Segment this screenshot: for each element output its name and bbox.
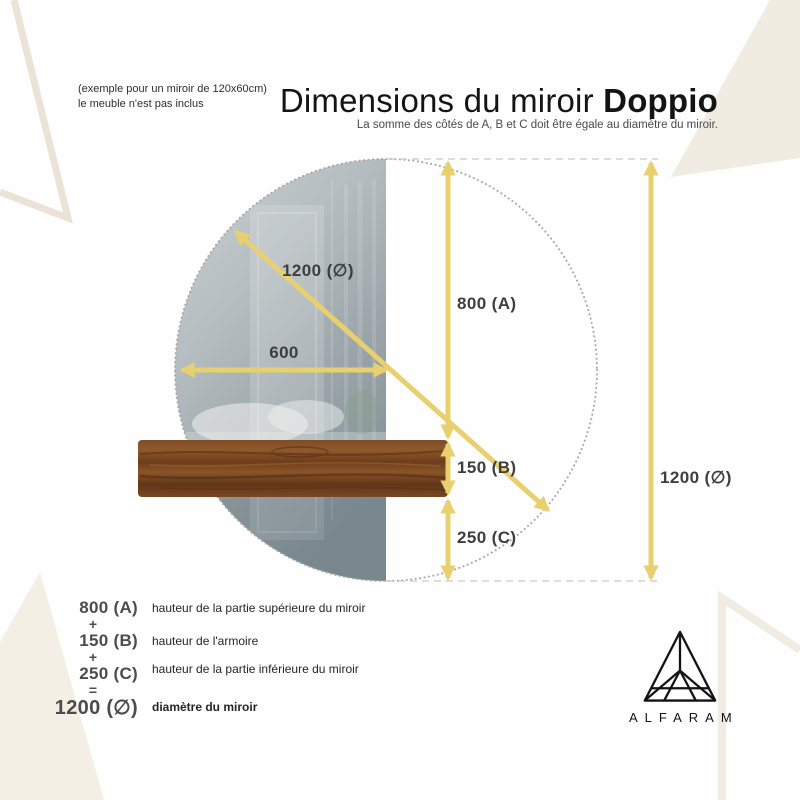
label-height-b: 150 (B) — [457, 458, 517, 477]
legend-desc-b: hauteur de l'armoire — [152, 634, 259, 648]
example-note-line2: le meuble n'est pas inclus — [78, 98, 204, 110]
alfaram-logo-icon — [636, 628, 724, 708]
example-note-line1: (exemple pour un miroir de 120x60cm) — [78, 83, 267, 95]
legend-desc-c: hauteur de la partie inférieure du miroir — [152, 662, 359, 676]
legend-value-b: 150 (B) — [79, 631, 138, 650]
legend — [48, 594, 448, 744]
page-title — [250, 82, 718, 120]
legend-desc-diameter: diamètre du miroir — [152, 700, 258, 714]
page-title-product: Doppio — [603, 82, 718, 119]
wooden-shelf — [138, 440, 448, 497]
label-right-diameter: 1200 (∅) — [660, 468, 732, 487]
brand-name: ALFARAM — [629, 710, 739, 725]
reflection-plant — [345, 390, 379, 434]
legend-value-diameter: 1200 (∅) — [54, 697, 138, 719]
legend-plus-1: + — [88, 616, 98, 632]
construction-dashed-lines — [386, 159, 658, 581]
label-height-a: 800 (A) — [457, 294, 517, 313]
page-subtitle: La somme des côtés de A, B et C doit être égale au diamètre du miroir. — [356, 119, 718, 131]
label-radius: 600 — [269, 343, 299, 362]
example-note — [78, 82, 267, 112]
page-title-regular: Dimensions du miroir — [279, 82, 604, 119]
label-diagonal-diameter: 1200 (∅) — [282, 261, 354, 280]
legend-desc-a: hauteur de la partie supérieure du miroir — [152, 601, 366, 615]
legend-value-a: 800 (A) — [79, 598, 138, 617]
legend-value-c: 250 (C) — [79, 664, 138, 683]
legend-plus-2: + — [88, 649, 98, 665]
mirror-photo-half — [160, 159, 390, 587]
label-height-c: 250 (C) — [457, 528, 517, 547]
legend-equals: = — [88, 682, 98, 698]
